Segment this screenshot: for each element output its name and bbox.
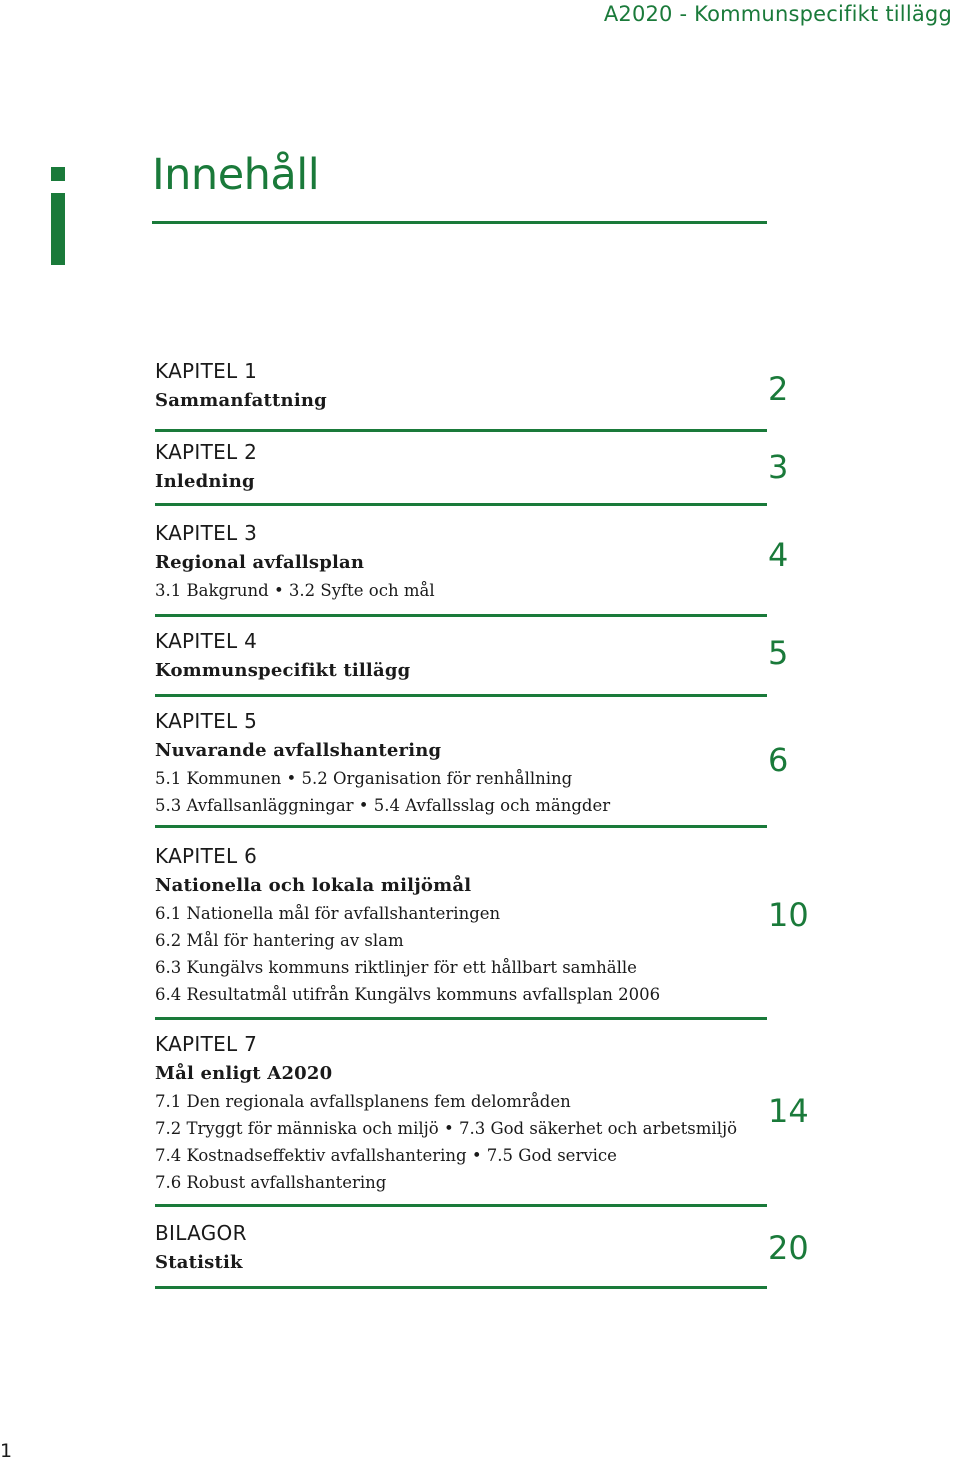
chapter-title: Nationella och lokala miljömål xyxy=(155,875,472,896)
page-number-kapitel-3[interactable]: 4 xyxy=(768,536,789,574)
toc-entry-kapitel-6[interactable] xyxy=(155,842,767,1008)
entry-divider xyxy=(155,825,767,828)
entry-divider xyxy=(155,503,767,506)
chapter-label: KAPITEL 5 xyxy=(155,709,258,733)
chapter-title: Sammanfattning xyxy=(155,390,327,411)
entry-divider xyxy=(155,1286,767,1289)
section-list-line: 6.4 Resultatmål utifrån Kungälvs kommuns avfallsplan 2006 xyxy=(155,985,661,1004)
title-divider xyxy=(152,221,767,224)
page-number-kapitel-1[interactable]: 2 xyxy=(768,370,789,408)
running-header-title: A2020 - Kommunspecifikt tillägg xyxy=(603,2,952,26)
toc-entry-kapitel-5[interactable] xyxy=(155,707,767,819)
toc-entry-kapitel-4[interactable] xyxy=(155,627,767,685)
section-list-line: 6.1 Nationella mål för avfallshanteringen xyxy=(155,904,501,923)
page-number-kapitel-6[interactable]: 10 xyxy=(768,896,809,934)
page-number-kapitel-5[interactable]: 6 xyxy=(768,741,789,779)
entry-divider xyxy=(155,429,767,432)
info-letter-stem-icon xyxy=(51,193,65,265)
info-letter-dot-icon xyxy=(51,167,65,181)
chapter-label: KAPITEL 3 xyxy=(155,521,258,545)
section-list-line: 7.4 Kostnadseffektiv avfallshantering • 7.5 God service xyxy=(155,1146,617,1165)
chapter-label: KAPITEL 4 xyxy=(155,629,258,653)
entry-divider xyxy=(155,1017,767,1020)
section-list-line: 7.1 Den regionala avfallsplanens fem delområden xyxy=(155,1092,571,1111)
footer-page-number: 1 xyxy=(0,1440,13,1462)
section-list-line: 6.3 Kungälvs kommuns riktlinjer för ett hållbart samhälle xyxy=(155,958,637,977)
page-number-kapitel-4[interactable]: 5 xyxy=(768,634,789,672)
chapter-title: Inledning xyxy=(155,471,255,492)
entry-divider xyxy=(155,694,767,697)
toc-entry-kapitel-3[interactable] xyxy=(155,519,767,604)
chapter-title: Statistik xyxy=(155,1252,243,1273)
chapter-label: KAPITEL 2 xyxy=(155,440,258,464)
page-number-kapitel-2[interactable]: 3 xyxy=(768,448,789,486)
chapter-label: KAPITEL 7 xyxy=(155,1032,258,1056)
page-number-kapitel-7[interactable]: 14 xyxy=(768,1092,809,1130)
chapter-title: Kommunspecifikt tillägg xyxy=(155,660,411,681)
toc-entry-kapitel-2[interactable] xyxy=(155,438,767,496)
toc-entry-bilagor[interactable] xyxy=(155,1219,767,1277)
section-list-line: 7.2 Tryggt för människa och miljö • 7.3 God säkerhet och arbetsmiljö xyxy=(155,1119,738,1138)
chapter-label: KAPITEL 6 xyxy=(155,844,258,868)
chapter-title: Nuvarande avfallshantering xyxy=(155,740,442,761)
chapter-label: BILAGOR xyxy=(155,1221,247,1245)
section-list-line: 3.1 Bakgrund • 3.2 Syfte och mål xyxy=(155,581,435,600)
page-title: Innehåll xyxy=(152,150,320,200)
toc-entry-kapitel-7[interactable] xyxy=(155,1030,767,1196)
entry-divider xyxy=(155,614,767,617)
section-list-line: 6.2 Mål för hantering av slam xyxy=(155,931,404,950)
chapter-title: Mål enligt A2020 xyxy=(155,1063,333,1084)
entry-divider xyxy=(155,1204,767,1207)
chapter-label: KAPITEL 1 xyxy=(155,359,258,383)
page-number-bilagor[interactable]: 20 xyxy=(768,1229,809,1267)
chapter-title: Regional avfallsplan xyxy=(155,552,365,573)
section-list-line: 7.6 Robust avfallshantering xyxy=(155,1173,387,1192)
section-list-line: 5.3 Avfallsanläggningar • 5.4 Avfallsslag och mängder xyxy=(155,796,611,815)
toc-entry-kapitel-1[interactable] xyxy=(155,357,767,415)
section-list-line: 5.1 Kommunen • 5.2 Organisation för renhållning xyxy=(155,769,573,788)
